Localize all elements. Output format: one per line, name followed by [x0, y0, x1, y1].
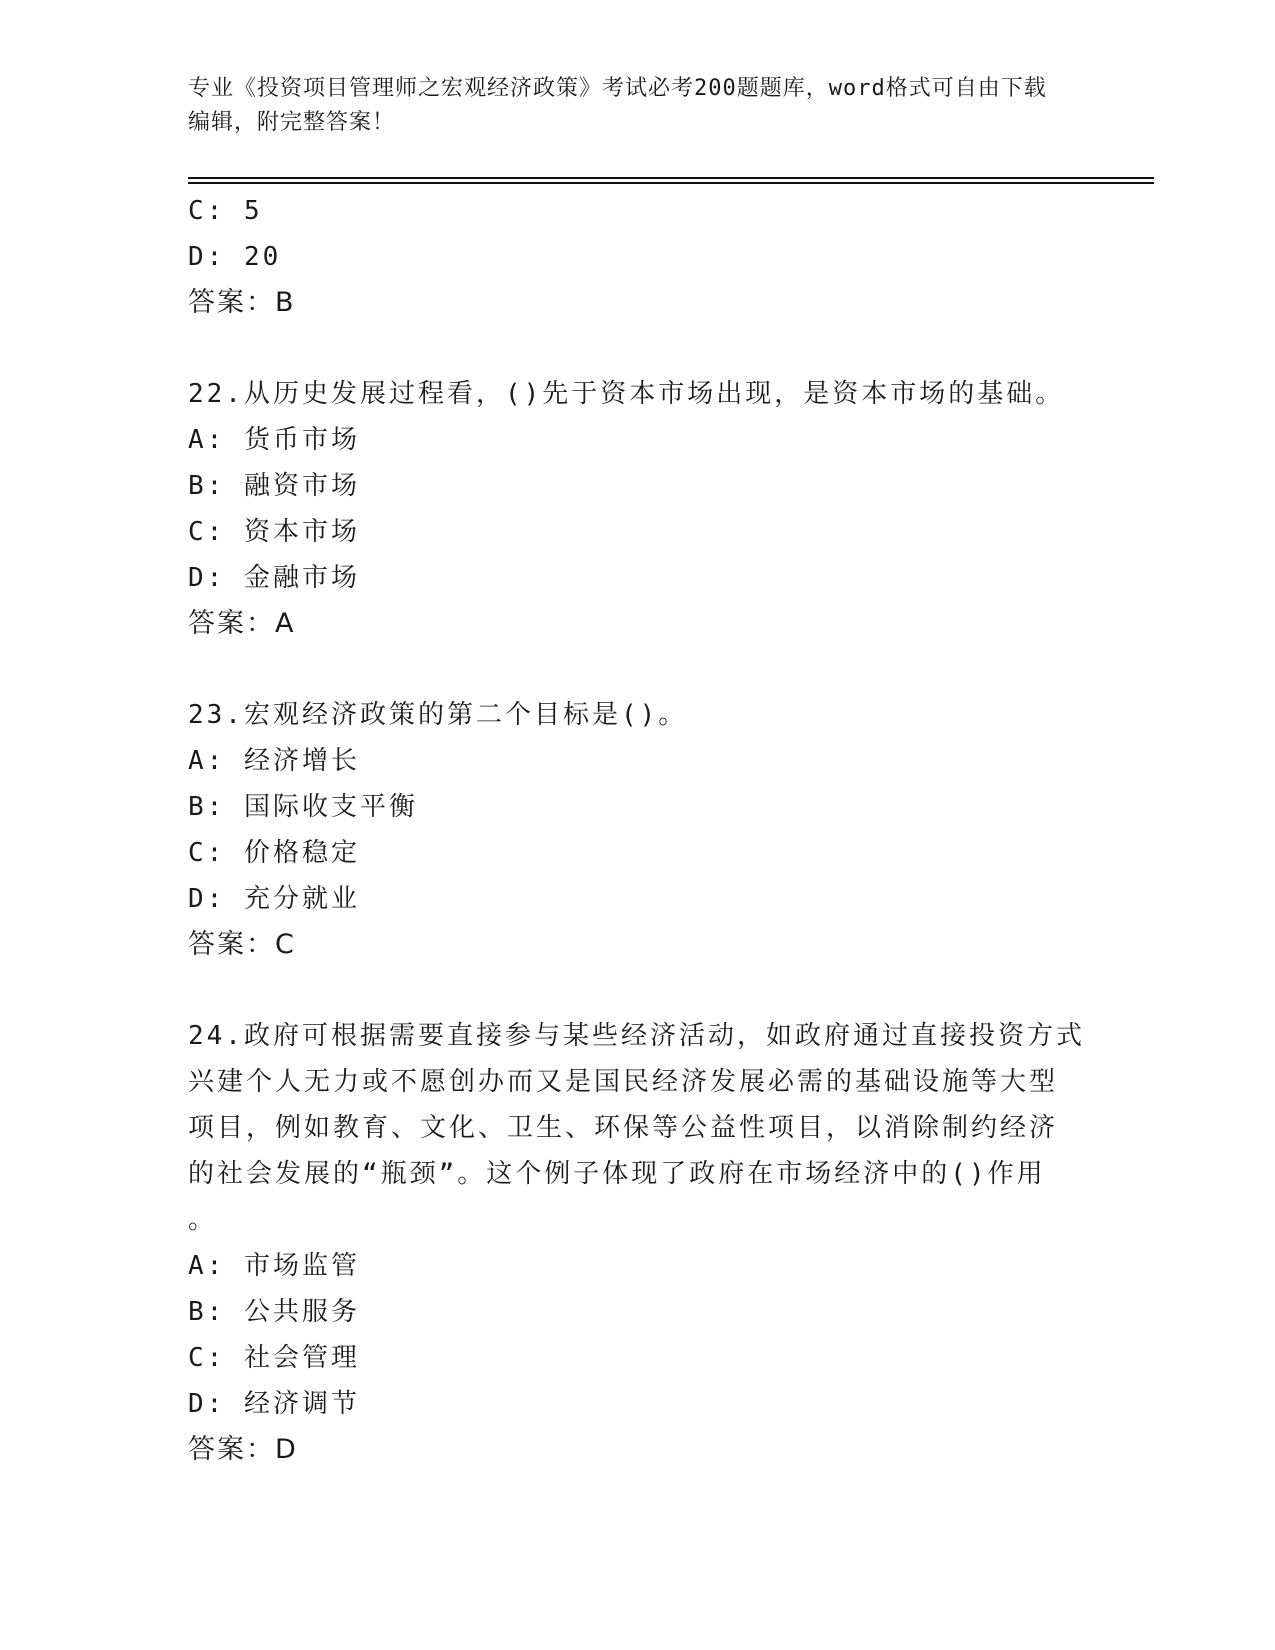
answer-line: 答案：C	[188, 929, 296, 960]
header-rule-top	[188, 177, 1154, 179]
header-rule-bottom	[188, 182, 1154, 184]
question-stem: 23.宏观经济政策的第二个目标是()。	[188, 700, 688, 730]
option-a: A: 市场监管	[188, 1251, 360, 1281]
question-block-previous	[188, 188, 1088, 326]
option-a: A: 经济增长	[188, 746, 360, 776]
question-block-22	[188, 371, 1088, 647]
option-d: D: 充分就业	[188, 884, 360, 914]
question-stem-line: 项目，例如教育、文化、卫生、环保等公益性项目，以消除制约经济	[188, 1113, 1059, 1143]
option-c: C: 资本市场	[188, 517, 360, 547]
document-body	[188, 188, 1088, 1473]
option-c: C: 社会管理	[188, 1343, 360, 1373]
question-stem: 22.从历史发展过程看，()先于资本市场出现，是资本市场的基础。	[188, 379, 1065, 409]
option-b: B: 融资市场	[188, 471, 360, 501]
option-b: B: 公共服务	[188, 1297, 360, 1327]
question-block-23	[188, 692, 1088, 968]
option-d: D: 经济调节	[188, 1389, 360, 1419]
option-d: D: 金融市场	[188, 563, 360, 593]
question-stem-line: 的社会发展的“瓶颈”。这个例子体现了政府在市场经济中的()作用	[188, 1159, 1046, 1189]
question-block-24	[188, 1013, 1088, 1473]
answer-line: 答案：B	[188, 287, 296, 318]
option-a: A: 货币市场	[188, 425, 360, 455]
answer-line: 答案：A	[188, 608, 296, 639]
option-c: C: 5	[188, 196, 263, 226]
option-d: D: 20	[188, 242, 282, 272]
question-stem-line: 24.政府可根据需要直接参与某些经济活动，如政府通过直接投资方式	[188, 1021, 1085, 1051]
question-stem-line: 。	[188, 1205, 218, 1235]
option-b: B: 国际收支平衡	[188, 792, 418, 822]
answer-line: 答案：D	[188, 1434, 298, 1465]
question-stem-line: 兴建个人无力或不愿创办而又是国民经济发展必需的基础设施等大型	[188, 1067, 1059, 1097]
option-c: C: 价格稳定	[188, 838, 360, 868]
document-header: 专业《投资项目管理师之宏观经济政策》考试必考200题题库，word格式可自由下载编辑，附完整答案！	[188, 76, 1047, 135]
